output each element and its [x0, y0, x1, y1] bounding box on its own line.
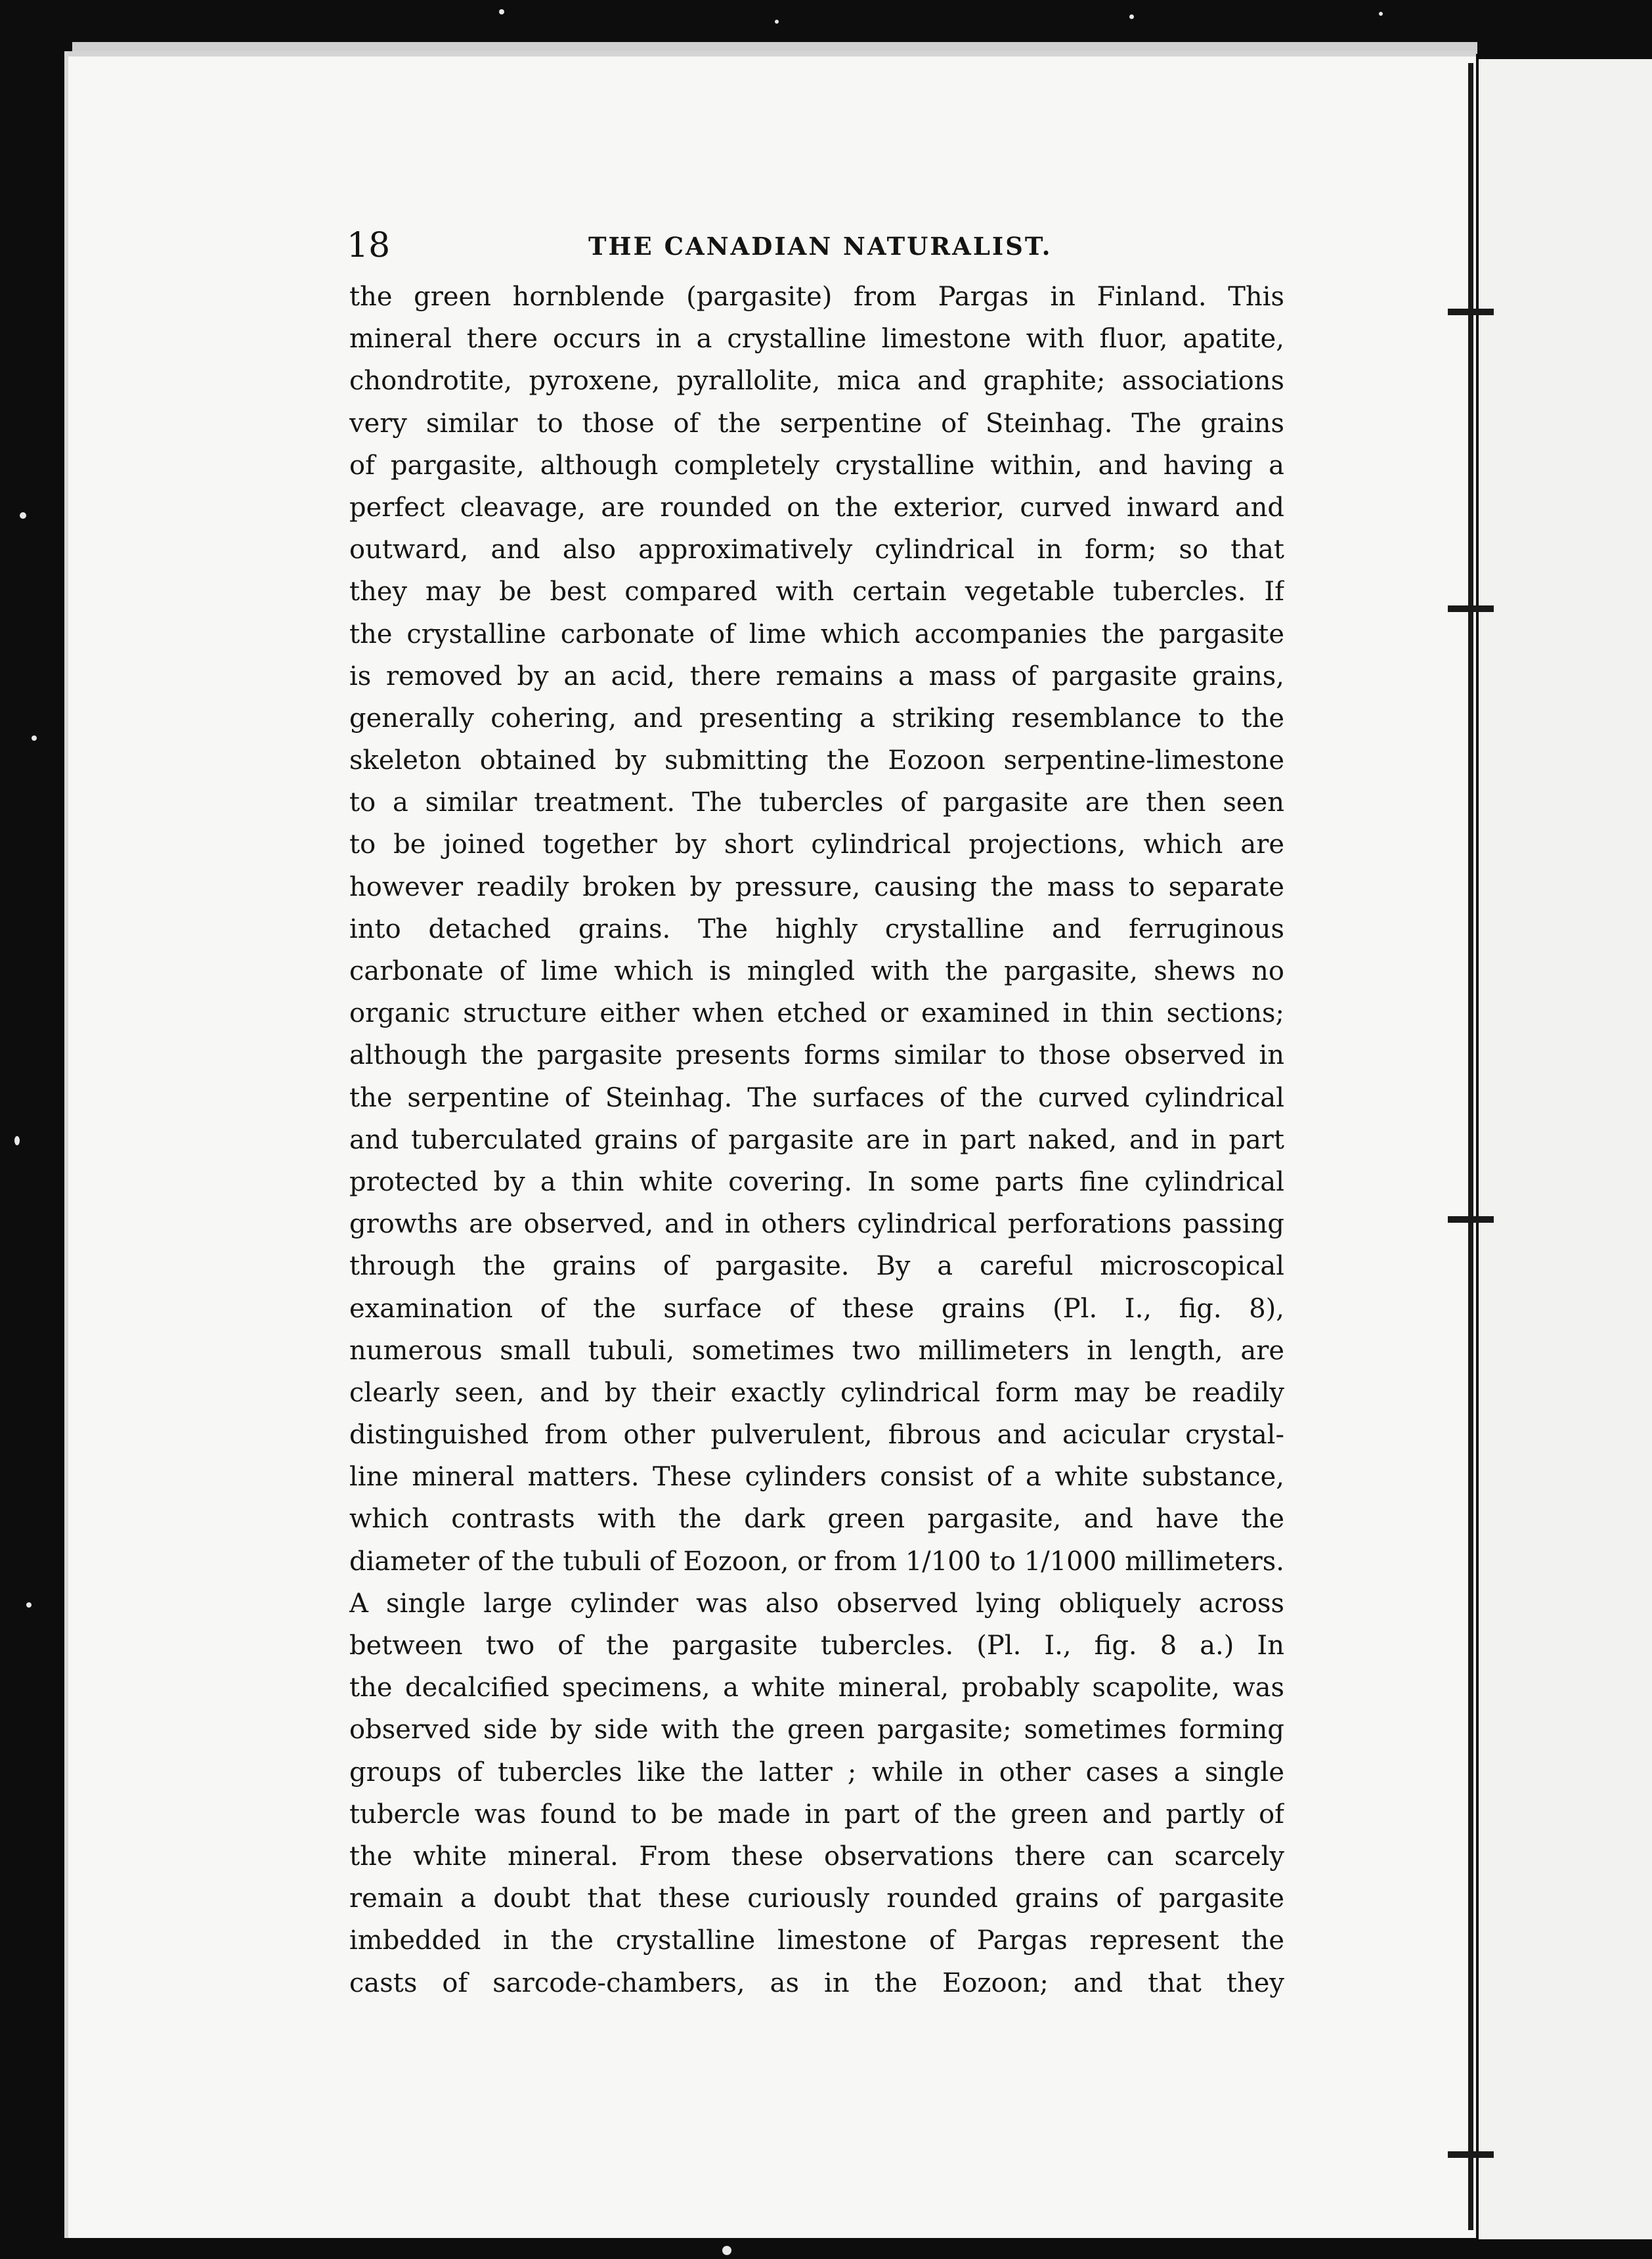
- text-line: groups of tubercles like the latter ; while in other cases a single: [349, 1757, 1284, 1787]
- text-line: protected by a thin white covering. In some parts fine cylindrical: [349, 1166, 1284, 1197]
- text-line: examination of the surface of these grains (Pl. I., fig. 8),: [349, 1293, 1284, 1324]
- text-line: although the pargasite presents forms similar to those observed in: [349, 1040, 1284, 1071]
- scan-speck: [1129, 14, 1134, 19]
- text-line: line mineral matters. These cylinders consist of a white substance,: [349, 1462, 1284, 1493]
- text-line: generally cohering, and presenting a striking resemblance to the: [349, 703, 1284, 734]
- text-line: remain a doubt that these curiously rounded grains of pargasite: [349, 1883, 1284, 1914]
- text-line: carbonate of lime which is mingled with the pargasite, shews no: [349, 956, 1284, 986]
- text-line: imbedded in the crystalline limestone of Pargas represent the: [349, 1925, 1284, 1956]
- text-line: organic structure either when etched or examined in thin sections;: [349, 998, 1284, 1029]
- text-line: and tuberculated grains of pargasite are in part naked, and in part: [349, 1124, 1284, 1155]
- scan-speck: [26, 1602, 32, 1608]
- binding-stitch: [1448, 605, 1494, 612]
- binding-gutter-line: [1468, 63, 1473, 2230]
- binding-stitch: [1448, 2151, 1494, 2158]
- text-line: A single large cylinder was also observed lying obliquely across: [349, 1588, 1284, 1619]
- text-line: they may be best compared with certain vegetable tubercles. If: [349, 577, 1284, 607]
- text-line: chondrotite, pyroxene, pyrallolite, mica and graphite; associations: [349, 366, 1284, 397]
- text-line: of pargasite, although completely crystalline within, and having a: [349, 450, 1284, 481]
- scan-speck: [499, 9, 504, 14]
- text-line: which contrasts with the dark green pargasite, and have the: [349, 1504, 1284, 1535]
- text-line: to a similar treatment. The tubercles of pargasite are then seen: [349, 787, 1284, 818]
- text-line: tubercle was found to be made in part of the green and partly of: [349, 1799, 1284, 1830]
- text-line: outward, and also approximatively cylindrical in form; so that: [349, 535, 1284, 565]
- facing-page-edge: [1479, 59, 1652, 2239]
- scan-speck: [20, 512, 26, 519]
- text-line: observed side by side with the green pargasite; sometimes forming: [349, 1715, 1284, 1745]
- scan-speck: [14, 1136, 20, 1145]
- text-line: between two of the pargasite tubercles. (Pl. I., fig. 8 a.) In: [349, 1631, 1284, 1661]
- page-header: [347, 219, 1292, 272]
- text-line: mineral there occurs in a crystalline limestone with fluor, apatite,: [349, 324, 1284, 355]
- text-line: to be joined together by short cylindrical projections, which are: [349, 829, 1284, 860]
- text-line: the crystalline carbonate of lime which accompanies the pargasite: [349, 619, 1284, 649]
- text-line: numerous small tubuli, sometimes two millimeters in length, are: [349, 1335, 1284, 1366]
- text-line: skeleton obtained by submitting the Eozoon serpentine-limestone: [349, 745, 1284, 776]
- text-line: the green hornblende (pargasite) from Pargas in Finland. This: [349, 282, 1284, 312]
- text-line: very similar to those of the serpentine of Steinhag. The grains: [349, 408, 1284, 439]
- text-line: through the grains of pargasite. By a careful microscopical: [349, 1251, 1284, 1282]
- text-line: is removed by an acid, there remains a mass of pargasite grains,: [349, 661, 1284, 691]
- page-number: 18: [347, 226, 391, 265]
- text-line: into detached grains. The highly crystalline and ferruginous: [349, 913, 1284, 944]
- text-line: distinguished from other pulverulent, fibrous and acicular crystal-: [349, 1420, 1284, 1451]
- text-line: perfect cleavage, are rounded on the exterior, curved inward and: [349, 492, 1284, 523]
- body-text: [349, 276, 1284, 2004]
- running-head: THE CANADIAN NATURALIST.: [588, 232, 1053, 261]
- scan-speck: [722, 2246, 731, 2255]
- text-line: however readily broken by pressure, causing the mass to separate: [349, 871, 1284, 902]
- text-line: the decalcified specimens, a white mineral, probably scapolite, was: [349, 1673, 1284, 1703]
- text-line: casts of sarcode-chambers, as in the Eozoon; and that they: [349, 1967, 1284, 1998]
- scan-speck: [775, 20, 779, 24]
- text-line: growths are observed, and in others cylindrical perforations passing: [349, 1209, 1284, 1240]
- scan-speck: [1379, 12, 1383, 16]
- text-line: diameter of the tubuli of Eozoon, or from 1/100 to 1/1000 millimeters.: [349, 1546, 1284, 1577]
- text-line: the serpentine of Steinhag. The surfaces of the curved cylindrical: [349, 1082, 1284, 1113]
- text-line: the white mineral. From these observations there can scarcely: [349, 1841, 1284, 1872]
- scan-speck: [32, 735, 37, 741]
- text-line: clearly seen, and by their exactly cylindrical form may be readily: [349, 1377, 1284, 1408]
- binding-stitch: [1448, 309, 1494, 315]
- binding-stitch: [1448, 1216, 1494, 1223]
